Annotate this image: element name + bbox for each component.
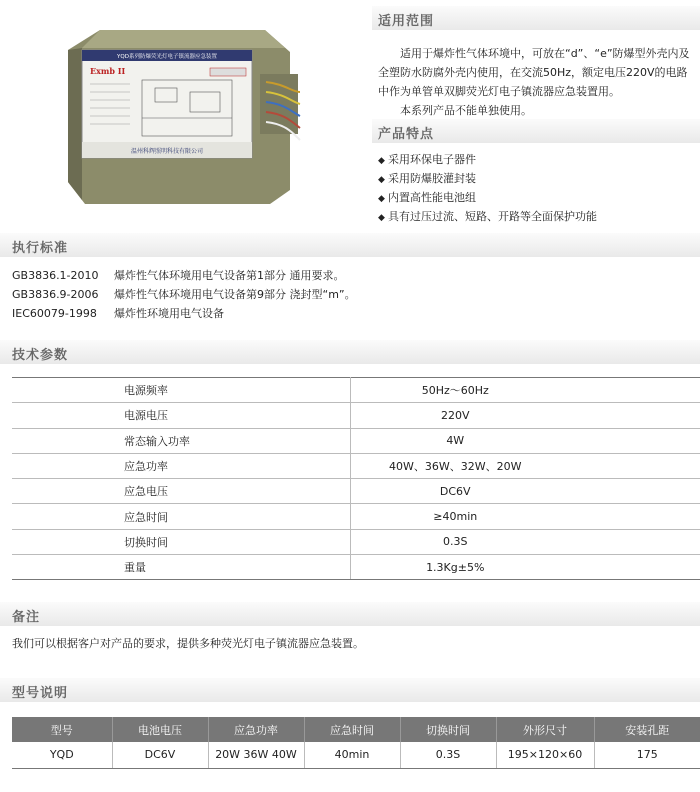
section-title: 备注 bbox=[12, 610, 41, 625]
note-text: 我们可以根据客户对产品的要求，提供多种荧光灯电子镇流器应急装置。 bbox=[12, 637, 364, 650]
table-row bbox=[12, 428, 700, 453]
param-key: 常态输入功率 bbox=[12, 428, 350, 453]
product-photo bbox=[60, 22, 305, 207]
param-key: 电源电压 bbox=[12, 403, 350, 428]
column-header: 电池电压 bbox=[112, 717, 208, 742]
standard-desc: 爆炸性气体环境用电气设备第1部分 通用要求。 bbox=[114, 269, 345, 282]
photo-maker: 温州科辉照明科技有限公司 bbox=[130, 148, 204, 155]
param-value: 1.3Kg±5% bbox=[350, 555, 700, 580]
standard-row bbox=[12, 266, 572, 285]
diamond-bullet-icon: ◆ bbox=[378, 213, 385, 223]
intro-paragraph-2: 本系列产品不能单独使用。 bbox=[400, 104, 532, 117]
param-value: ≥40min bbox=[350, 504, 700, 529]
models-table bbox=[12, 717, 700, 769]
column-header: 应急时间 bbox=[304, 717, 400, 742]
column-header: 安装孔距 bbox=[594, 717, 700, 742]
intro-text bbox=[378, 44, 694, 120]
param-key: 应急时间 bbox=[12, 504, 350, 529]
column-header: 外形尺寸 bbox=[496, 717, 594, 742]
feature-item: ◆ 具有过压过流、短路、开路等全面保护功能 bbox=[378, 207, 694, 226]
standard-row bbox=[12, 285, 572, 304]
param-key: 切换时间 bbox=[12, 529, 350, 554]
table-cell: DC6V bbox=[112, 742, 208, 768]
table-row bbox=[12, 504, 700, 529]
photo-mark: Exmb II bbox=[90, 66, 126, 76]
standard-code: IEC60079-1998 bbox=[12, 307, 97, 320]
standard-desc: 爆炸性环境用电气设备 bbox=[114, 307, 224, 320]
table-cell: 175 bbox=[594, 742, 700, 768]
standard-row bbox=[12, 304, 572, 323]
section-title: 技术参数 bbox=[12, 348, 69, 363]
table-cell: 20W 36W 40W bbox=[208, 742, 304, 768]
section-title: 产品特点 bbox=[378, 127, 435, 142]
feature-item: ◆ 采用防爆胶灌封装 bbox=[378, 169, 694, 188]
param-key: 重量 bbox=[12, 555, 350, 580]
section-title: 执行标准 bbox=[12, 241, 69, 256]
intro-paragraph-1: 适用于爆炸性气体环境中，可放在“d”、“e”防爆型外壳内及全塑防水防腐外壳内使用，在交流50Hz，额定电压220V的电路中作为单管单双脚荧光灯电子镇流器应急装置用。 bbox=[378, 47, 690, 98]
table-cell: 40min bbox=[304, 742, 400, 768]
params-table bbox=[12, 377, 700, 580]
feature-item: ◆ 内置高性能电池组 bbox=[378, 188, 694, 207]
param-value: 0.3S bbox=[350, 529, 700, 554]
standard-desc: 爆炸性气体环境用电气设备第9部分 浇封型“m”。 bbox=[114, 288, 356, 301]
param-value: 4W bbox=[350, 428, 700, 453]
section-title: 适用范围 bbox=[378, 14, 435, 29]
param-value: DC6V bbox=[350, 479, 700, 504]
table-row bbox=[12, 378, 700, 403]
param-value: 50Hz～60Hz bbox=[350, 378, 700, 403]
diamond-bullet-icon: ◆ bbox=[378, 175, 385, 185]
table-row bbox=[12, 479, 700, 504]
table-header-row bbox=[12, 717, 700, 742]
column-header: 切换时间 bbox=[400, 717, 496, 742]
section-notes-header bbox=[0, 602, 700, 626]
table-row bbox=[12, 742, 700, 768]
param-key: 应急电压 bbox=[12, 479, 350, 504]
section-features-header bbox=[372, 119, 700, 143]
section-scope-header bbox=[372, 6, 700, 30]
table-cell: 195×120×60 bbox=[496, 742, 594, 768]
standard-code: GB3836.9-2006 bbox=[12, 288, 99, 301]
table-cell: YQD bbox=[12, 742, 112, 768]
section-params-header bbox=[0, 340, 700, 364]
section-standards-header bbox=[0, 233, 700, 257]
standard-code: GB3836.1-2010 bbox=[12, 269, 99, 282]
param-key: 电源频率 bbox=[12, 378, 350, 403]
column-header: 型号 bbox=[12, 717, 112, 742]
table-cell: 0.3S bbox=[400, 742, 496, 768]
table-row bbox=[12, 403, 700, 428]
table-row bbox=[12, 529, 700, 554]
param-key: 应急功率 bbox=[12, 453, 350, 478]
diamond-bullet-icon: ◆ bbox=[378, 156, 385, 166]
column-header: 应急功率 bbox=[208, 717, 304, 742]
feature-item: ◆ 采用环保电子器件 bbox=[378, 150, 694, 169]
section-title: 型号说明 bbox=[12, 686, 69, 701]
param-value: 220V bbox=[350, 403, 700, 428]
section-models-header bbox=[0, 678, 700, 702]
table-row bbox=[12, 453, 700, 478]
photo-header-text: YQD系列防爆荧光灯电子镇流器应急装置 bbox=[117, 54, 217, 60]
diamond-bullet-icon: ◆ bbox=[378, 194, 385, 204]
table-row bbox=[12, 555, 700, 580]
features-list bbox=[378, 150, 694, 226]
standards-list bbox=[12, 266, 572, 323]
param-value: 40W、36W、32W、20W bbox=[350, 453, 700, 478]
